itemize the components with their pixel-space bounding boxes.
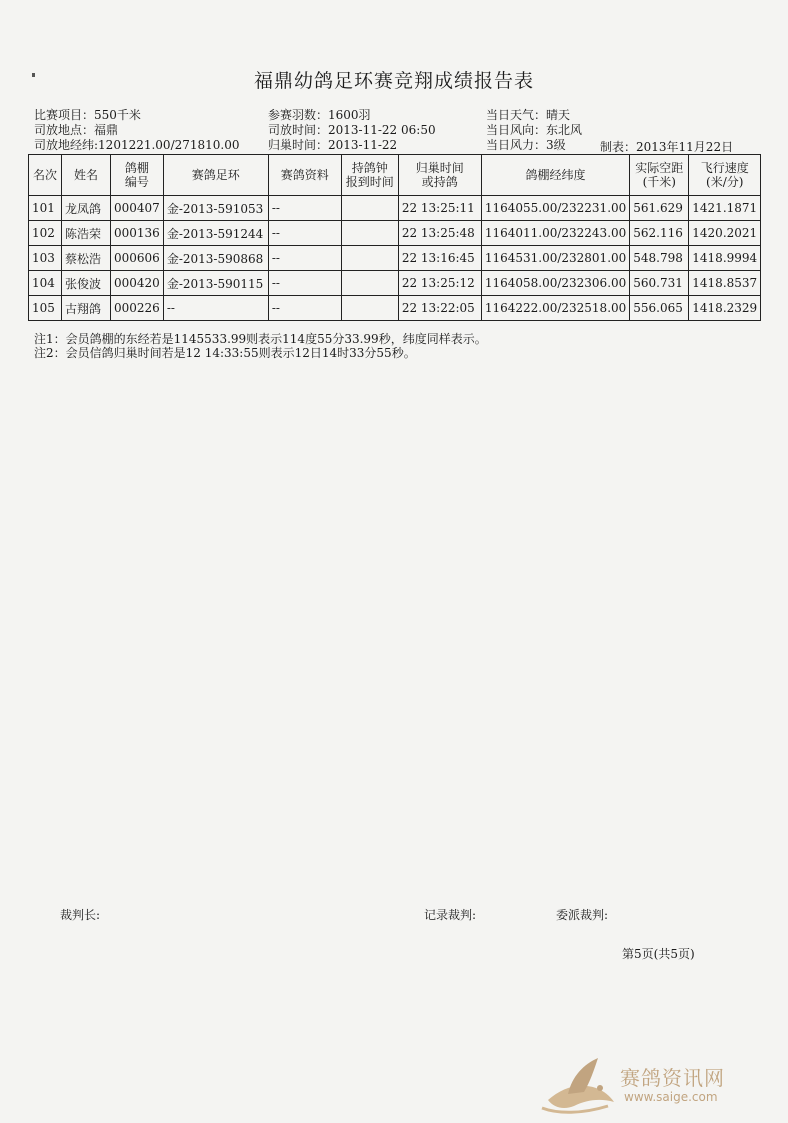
- cell-loft-id: 000606: [111, 246, 164, 271]
- cell-clock-time: [341, 271, 398, 296]
- cell-clock-time: [341, 296, 398, 321]
- meta-column-3: [486, 108, 582, 153]
- pigeon-logo-icon: [538, 1048, 618, 1116]
- table-row: [29, 271, 761, 296]
- cell-ring: --: [163, 296, 268, 321]
- cell-loft-coords: 1164058.00/232306.00: [481, 271, 629, 296]
- header-ring: 赛鸽足环: [163, 155, 268, 196]
- header-loft-coords: 鸽棚经纬度: [481, 155, 629, 196]
- meta-release-time: 司放时间：2013-11-22 06:50: [268, 123, 436, 137]
- meta-column-1: [34, 108, 240, 153]
- cell-name: 张俊波: [62, 271, 111, 296]
- cell-loft-coords: 1164055.00/232231.00: [481, 196, 629, 221]
- cell-ring: 金-2013-590868: [163, 246, 268, 271]
- cell-loft-id: 000407: [111, 196, 164, 221]
- meta-entries: 参赛羽数：1600羽: [268, 108, 371, 122]
- cell-ring: 金-2013-591244: [163, 221, 268, 246]
- header-distance: 实际空距 (千米): [630, 155, 689, 196]
- cell-rank: 101: [29, 196, 62, 221]
- cell-pigeon-info: --: [268, 246, 341, 271]
- header-arrival-time: 归巢时间 或持鸽: [398, 155, 481, 196]
- cell-loft-id: 000420: [111, 271, 164, 296]
- table-row: [29, 296, 761, 321]
- page-number: 第5页(共5页): [622, 947, 695, 961]
- table-row: [29, 246, 761, 271]
- watermark-url: www.saige.com: [624, 1090, 718, 1104]
- cell-name: 蔡松浩: [62, 246, 111, 271]
- cell-rank: 104: [29, 271, 62, 296]
- cell-rank: 105: [29, 296, 62, 321]
- cell-distance: 560.731: [630, 271, 689, 296]
- cell-speed: 1418.8537: [689, 271, 761, 296]
- header-name: 姓名: [62, 155, 111, 196]
- cell-clock-time: [341, 196, 398, 221]
- meta-wind-direction: 当日风向：东北风: [486, 123, 583, 137]
- cell-clock-time: [341, 246, 398, 271]
- meta-wind-force: 当日风力：3级: [486, 138, 566, 152]
- cell-pigeon-info: --: [268, 296, 341, 321]
- signature-record-judge: 记录裁判:: [424, 908, 477, 922]
- note-2: 注2：会员信鸽归巢时间若是12 14:33:55则表示12日14时33分55秒。: [34, 346, 416, 360]
- cell-loft-coords: 1164011.00/232243.00: [481, 221, 629, 246]
- note-1: 注1：会员鸽棚的东经若是1145533.99则表示114度55分33.99秒，纬度同样表示。: [34, 332, 487, 346]
- cell-speed: 1418.2329: [689, 296, 761, 321]
- cell-name: 陈浩荣: [62, 221, 111, 246]
- cell-speed: 1418.9994: [689, 246, 761, 271]
- signature-assigned-judge: 委派裁判:: [556, 908, 609, 922]
- cell-distance: 548.798: [630, 246, 689, 271]
- meta-column-2: [268, 108, 436, 153]
- cell-name: 古翔鸽: [62, 296, 111, 321]
- meta-weather: 当日天气：晴天: [486, 108, 571, 122]
- table-row: [29, 196, 761, 221]
- cell-loft-id: 000226: [111, 296, 164, 321]
- cell-arrival-time: 22 13:22:05: [398, 296, 481, 321]
- cell-arrival-time: 22 13:16:45: [398, 246, 481, 271]
- cell-arrival-time: 22 13:25:12: [398, 271, 481, 296]
- meta-coords: 司放地经纬:1201221.00/271810.00: [34, 138, 240, 152]
- cell-ring: 金-2013-590115: [163, 271, 268, 296]
- watermark-name: 赛鸽资讯网: [620, 1066, 725, 1090]
- cell-arrival-time: 22 13:25:48: [398, 221, 481, 246]
- cell-distance: 556.065: [630, 296, 689, 321]
- cell-loft-coords: 1164222.00/232518.00: [481, 296, 629, 321]
- header-loft-id: 鸽棚 编号: [111, 155, 164, 196]
- meta-return-time: 归巢时间：2013-11-22: [268, 138, 398, 152]
- cell-pigeon-info: --: [268, 196, 341, 221]
- cell-name: 龙凤鸽: [62, 196, 111, 221]
- watermark: [538, 1048, 778, 1116]
- cell-pigeon-info: --: [268, 271, 341, 296]
- cell-clock-time: [341, 221, 398, 246]
- header-speed: 飞行速度 (米/分): [689, 155, 761, 196]
- cell-distance: 562.116: [630, 221, 689, 246]
- signature-chief-judge: 裁判长:: [60, 908, 101, 922]
- cell-arrival-time: 22 13:25:11: [398, 196, 481, 221]
- meta-made-on: 制表：2013年11月22日: [600, 140, 734, 154]
- cell-speed: 1421.1871: [689, 196, 761, 221]
- results-table: [28, 154, 761, 321]
- cell-rank: 103: [29, 246, 62, 271]
- cell-ring: 金-2013-591053: [163, 196, 268, 221]
- header-clock-time: 持鸽钟 报到时间: [341, 155, 398, 196]
- page-title: 福鼎幼鸽足环赛竞翔成绩报告表: [253, 70, 534, 92]
- header-pigeon-info: 赛鸽资料: [268, 155, 341, 196]
- meta-location: 司放地点：福鼎: [34, 123, 119, 137]
- table-row: [29, 221, 761, 246]
- cell-speed: 1420.2021: [689, 221, 761, 246]
- cell-distance: 561.629: [630, 196, 689, 221]
- cell-rank: 102: [29, 221, 62, 246]
- cell-loft-coords: 1164531.00/232801.00: [481, 246, 629, 271]
- meta-event: 比赛项目：550千米: [34, 108, 141, 122]
- table-header-row: [29, 155, 761, 196]
- cell-loft-id: 000136: [111, 221, 164, 246]
- header-rank: 名次: [29, 155, 62, 196]
- cell-pigeon-info: --: [268, 221, 341, 246]
- notes: [34, 332, 487, 360]
